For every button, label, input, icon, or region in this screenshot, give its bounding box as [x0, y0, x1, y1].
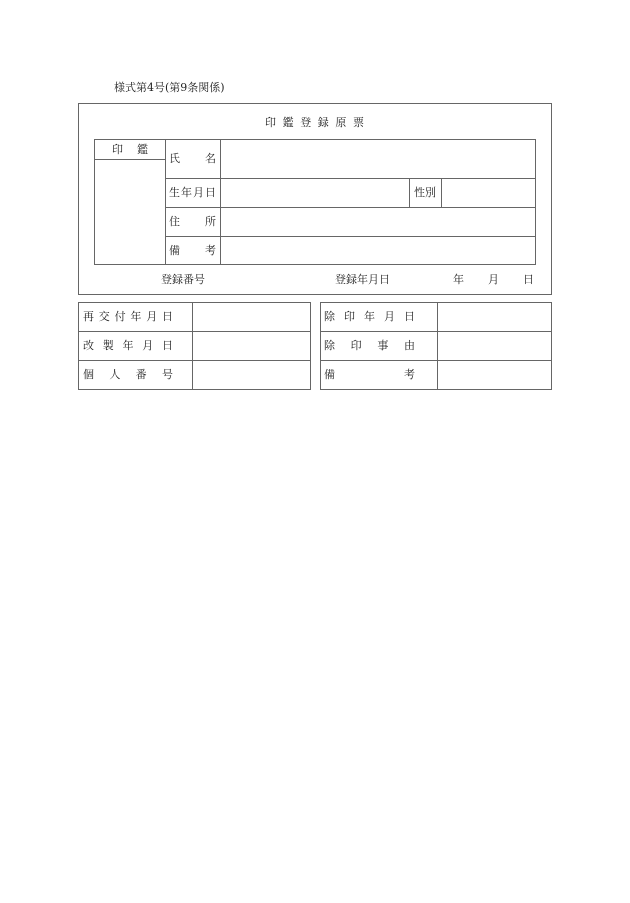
- individual-number-label: 個 人 番 号: [83, 368, 173, 381]
- reissue-date-field[interactable]: [193, 303, 310, 331]
- birthdate-label: 生 年 月 日: [169, 186, 216, 199]
- deregistration-date-field[interactable]: [438, 303, 551, 331]
- day-label: 日: [523, 273, 534, 286]
- remarks-label: 備 考: [169, 244, 216, 257]
- lower-remarks-label: 備 考: [324, 368, 415, 381]
- address-field[interactable]: [221, 208, 535, 236]
- registration-date-label: 登録年月日: [335, 273, 390, 286]
- deregistration-reason-label: 除 印 事 由: [324, 339, 415, 352]
- deregistration-date-label: 除 印 年 月 日: [324, 310, 415, 323]
- address-label: 住 所: [169, 215, 216, 228]
- seal-impression-area[interactable]: [95, 160, 165, 264]
- form-number: 様式第4号(第9条関係): [114, 81, 225, 94]
- remake-date-field[interactable]: [193, 332, 310, 360]
- gender-label: 性別: [414, 186, 436, 199]
- form-title: 印 鑑 登 録 原 票: [265, 116, 364, 129]
- name-field[interactable]: [221, 140, 535, 178]
- year-label: 年: [453, 273, 464, 286]
- name-label: 氏 名: [169, 152, 216, 165]
- seal-column-divider: [165, 139, 166, 265]
- month-label: 月: [488, 273, 499, 286]
- registration-number-label: 登録番号: [161, 273, 205, 286]
- remarks-field[interactable]: [221, 237, 535, 264]
- deregistration-reason-field[interactable]: [438, 332, 551, 360]
- birthdate-field[interactable]: [221, 179, 409, 207]
- seal-header: 印 鑑: [112, 143, 148, 156]
- individual-number-field[interactable]: [193, 361, 310, 389]
- gender-field[interactable]: [442, 179, 535, 207]
- remake-date-label: 改 製 年 月 日: [83, 339, 173, 352]
- lower-remarks-field[interactable]: [438, 361, 551, 389]
- reissue-date-label: 再 交 付 年 月 日: [83, 310, 173, 323]
- gender-label-divider: [409, 178, 410, 208]
